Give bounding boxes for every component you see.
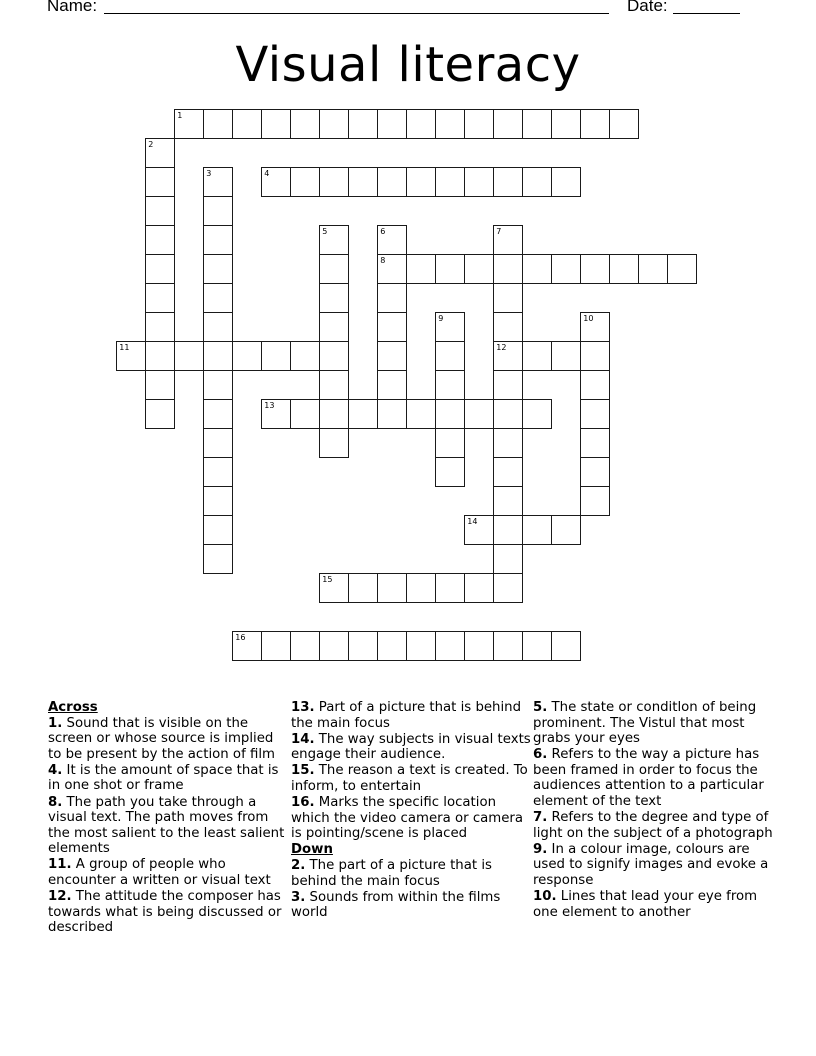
clue-number-label: 15 (322, 575, 333, 585)
crossword-cell[interactable] (319, 428, 349, 458)
crossword-cell[interactable] (145, 283, 175, 313)
crossword-cell[interactable] (522, 109, 552, 139)
crossword-cell[interactable] (145, 370, 175, 400)
crossword-cell[interactable] (522, 254, 552, 284)
crossword-cell[interactable] (464, 399, 494, 429)
crossword-cell[interactable] (493, 399, 523, 429)
crossword-cell[interactable] (580, 254, 610, 284)
crossword-cell[interactable] (522, 399, 552, 429)
crossword-cell[interactable] (261, 399, 291, 429)
crossword-cell[interactable] (493, 544, 523, 574)
crossword-cell[interactable] (406, 254, 436, 284)
clue-number: 1. (48, 715, 63, 731)
crossword-cell[interactable] (609, 109, 639, 139)
crossword-cell[interactable] (261, 109, 291, 139)
crossword-cell[interactable] (261, 631, 291, 661)
crossword-cell[interactable] (522, 341, 552, 371)
clue-number: 2. (291, 857, 306, 873)
crossword-cell[interactable] (493, 225, 523, 255)
crossword-cell[interactable] (493, 283, 523, 313)
crossword-cell[interactable] (406, 109, 436, 139)
clues-column-3 (533, 700, 773, 921)
crossword-cell[interactable] (493, 428, 523, 458)
crossword-cell[interactable] (203, 312, 233, 342)
crossword-cell[interactable] (406, 167, 436, 197)
crossword-cell[interactable] (290, 631, 320, 661)
name-label: Name: (47, 0, 98, 15)
crossword-cell[interactable] (348, 573, 378, 603)
clue-number: 9. (533, 841, 548, 857)
page-title: Visual literacy (235, 37, 581, 93)
clues-column-2 (291, 700, 531, 921)
crossword-cell[interactable] (319, 370, 349, 400)
clue-across-14 (291, 732, 531, 763)
crossword-cell[interactable] (203, 486, 233, 516)
clue-across-4 (48, 763, 288, 794)
crossword-cell[interactable] (145, 341, 175, 371)
clue-number: 10. (533, 889, 557, 905)
crossword-cell[interactable] (377, 167, 407, 197)
crossword-cell[interactable] (203, 457, 233, 487)
clue-number: 16. (291, 795, 315, 811)
crossword-cell[interactable] (203, 544, 233, 574)
across-heading: Across (48, 700, 98, 715)
clue-across-12 (48, 889, 288, 936)
crossword-cell[interactable] (493, 573, 523, 603)
clue-number-label: 9 (438, 314, 444, 324)
crossword-cell[interactable] (377, 370, 407, 400)
crossword-cell[interactable] (319, 399, 349, 429)
clue-number-label: 8 (380, 256, 386, 266)
crossword-cell[interactable] (116, 341, 146, 371)
clue-down-9 (533, 842, 773, 889)
clue-number: 3. (291, 889, 306, 905)
crossword-cell[interactable] (551, 515, 581, 545)
clue-down-10 (533, 889, 773, 920)
crossword-cell[interactable] (319, 312, 349, 342)
crossword-cell[interactable] (493, 370, 523, 400)
crossword-cell[interactable] (203, 196, 233, 226)
clue-text: The state or conditlon of being prominent. The Vistul that most grabs your eyes (533, 700, 757, 747)
crossword-cell[interactable] (493, 515, 523, 545)
crossword-cell[interactable] (493, 631, 523, 661)
crossword-cell[interactable] (145, 254, 175, 284)
clue-across-8 (48, 795, 288, 857)
clue-across-13 (291, 700, 531, 731)
crossword-cell[interactable] (290, 109, 320, 139)
clue-text: The attitude the composer has towards what is being discussed or described (48, 889, 282, 936)
crossword-cell[interactable] (580, 457, 610, 487)
crossword-cell[interactable] (377, 254, 407, 284)
crossword-cell[interactable] (174, 109, 204, 139)
clue-down-5 (533, 700, 773, 747)
clue-number-label: 12 (496, 343, 507, 353)
clue-number: 13. (291, 700, 315, 715)
crossword-cell[interactable] (580, 312, 610, 342)
clue-number-label: 7 (496, 227, 502, 237)
clue-number-label: 14 (467, 517, 478, 527)
clue-number-label: 4 (264, 169, 270, 179)
clue-number: 12. (48, 889, 72, 905)
crossword-cell[interactable] (348, 399, 378, 429)
crossword-cell[interactable] (290, 341, 320, 371)
crossword-cell[interactable] (464, 167, 494, 197)
crossword-cell[interactable] (145, 138, 175, 168)
crossword-cell[interactable] (203, 515, 233, 545)
crossword-cell[interactable] (174, 341, 204, 371)
crossword-cell[interactable] (203, 109, 233, 139)
clue-text: Sound that is visible on the screen or whose source is implied to be present by the action of film (48, 715, 276, 762)
crossword-cell[interactable] (406, 399, 436, 429)
crossword-cell[interactable] (203, 370, 233, 400)
crossword-cell[interactable] (377, 341, 407, 371)
clue-number: 5. (533, 700, 548, 715)
crossword-cell[interactable] (522, 167, 552, 197)
crossword-cell[interactable] (203, 428, 233, 458)
clue-number: 4. (48, 762, 63, 778)
crossword-cell[interactable] (319, 283, 349, 313)
crossword-cell[interactable] (638, 254, 668, 284)
crossword-cell[interactable] (580, 486, 610, 516)
crossword-cell[interactable] (203, 167, 233, 197)
crossword-cell[interactable] (580, 109, 610, 139)
crossword-cell[interactable] (203, 254, 233, 284)
crossword-cell[interactable] (435, 167, 465, 197)
crossword-cell[interactable] (232, 341, 262, 371)
crossword-cell[interactable] (319, 109, 349, 139)
clue-across-11 (48, 857, 288, 888)
crossword-cell[interactable] (377, 109, 407, 139)
crossword-cell[interactable] (493, 167, 523, 197)
crossword-cell[interactable] (667, 254, 697, 284)
clue-down-7 (533, 810, 773, 841)
crossword-cell[interactable] (551, 167, 581, 197)
crossword-cell[interactable] (435, 399, 465, 429)
clue-number-label: 3 (206, 169, 212, 179)
clue-across-1 (48, 716, 288, 763)
clue-text: Part of a picture that is behind the main focus (291, 700, 522, 731)
crossword-cell[interactable] (609, 254, 639, 284)
clue-number: 6. (533, 747, 548, 763)
crossword-cell[interactable] (406, 631, 436, 661)
crossword-cell[interactable] (290, 167, 320, 197)
crossword-cell[interactable] (319, 225, 349, 255)
crossword-cell[interactable] (435, 370, 465, 400)
crossword-cell[interactable] (493, 457, 523, 487)
crossword-cell[interactable] (551, 341, 581, 371)
crossword-cell[interactable] (551, 109, 581, 139)
crossword-cell[interactable] (580, 370, 610, 400)
crossword-cell[interactable] (232, 631, 262, 661)
crossword-cell[interactable] (377, 631, 407, 661)
crossword-cell[interactable] (493, 254, 523, 284)
crossword-cell[interactable] (261, 167, 291, 197)
clue-number-label: 2 (148, 140, 154, 150)
crossword-cell[interactable] (377, 399, 407, 429)
clue-text: A group of people who encounter a written or visual text (48, 857, 271, 889)
clue-number-label: 13 (264, 401, 275, 411)
clue-text: In a colour image, colours are used to signify images and evoke a response (533, 841, 769, 889)
crossword-cell[interactable] (203, 225, 233, 255)
clue-down-6 (533, 747, 773, 809)
crossword-cell[interactable] (290, 399, 320, 429)
crossword-cell[interactable] (522, 631, 552, 661)
crossword-cell[interactable] (348, 631, 378, 661)
crossword-cell[interactable] (145, 167, 175, 197)
clue-number: 14. (291, 731, 315, 747)
crossword-cell[interactable] (435, 573, 465, 603)
clue-text: The part of a picture that is behind the main focus (291, 857, 492, 889)
clue-number-label: 16 (235, 633, 246, 643)
crossword-cell[interactable] (551, 254, 581, 284)
crossword-cell[interactable] (464, 515, 494, 545)
crossword-cell[interactable] (145, 196, 175, 226)
crossword-cell[interactable] (493, 312, 523, 342)
crossword-cell[interactable] (435, 254, 465, 284)
crossword-cell[interactable] (203, 399, 233, 429)
crossword-cell[interactable] (203, 283, 233, 313)
clue-number-label: 6 (380, 227, 386, 237)
crossword-cell[interactable] (464, 254, 494, 284)
clue-across-16 (291, 795, 531, 842)
clue-number: 7. (533, 810, 548, 826)
crossword-cell[interactable] (406, 573, 436, 603)
clue-number-label: 1 (177, 111, 183, 121)
crossword-cell[interactable] (145, 399, 175, 429)
crossword-cell[interactable] (435, 457, 465, 487)
crossword-cell[interactable] (377, 312, 407, 342)
clue-text: Refers to the way a picture has been framed in order to focus the audiences attention to a particular element of the text (533, 747, 764, 810)
crossword-cell[interactable] (522, 515, 552, 545)
crossword-cell[interactable] (319, 167, 349, 197)
crossword-cell[interactable] (145, 225, 175, 255)
clue-text: Marks the specific location which the video camera or camera is pointing/scene is placed (291, 795, 524, 842)
clue-text: The way subjects in visual texts engage their audience. (291, 731, 531, 763)
crossword-cell[interactable] (580, 428, 610, 458)
crossword-cell[interactable] (464, 573, 494, 603)
clue-text: Refers to the degree and type of light on the subject of a photograph (533, 810, 773, 841)
clue-text: Sounds from within the films world (291, 889, 501, 921)
crossword-cell[interactable] (435, 631, 465, 661)
crossword-cell[interactable] (435, 428, 465, 458)
date-label: Date: (627, 0, 668, 15)
crossword-cell[interactable] (435, 312, 465, 342)
crossword-cell[interactable] (319, 254, 349, 284)
clue-number-label: 10 (583, 314, 594, 324)
crossword-cell[interactable] (580, 399, 610, 429)
clue-number: 11. (48, 857, 72, 873)
crossword-cell[interactable] (377, 225, 407, 255)
clue-number-label: 5 (322, 227, 328, 237)
down-heading: Down (291, 842, 333, 858)
clue-number: 8. (48, 794, 63, 810)
crossword-cell[interactable] (493, 341, 523, 371)
crossword-cell[interactable] (319, 341, 349, 371)
clue-text: It is the amount of space that is in one shot or frame (48, 762, 279, 794)
clue-across-15 (291, 763, 531, 794)
crossword-cell[interactable] (348, 109, 378, 139)
crossword-cell[interactable] (319, 573, 349, 603)
clue-text: The reason a text is created. To inform, to entertain (291, 763, 528, 794)
clue-text: The path you take through a visual text. The path moves from the most salient to the least salient elements (48, 794, 285, 857)
clue-down-2 (291, 858, 531, 889)
clue-number-label: 11 (119, 343, 130, 353)
crossword-cell[interactable] (464, 631, 494, 661)
crossword-cell[interactable] (377, 283, 407, 313)
crossword-cell[interactable] (493, 109, 523, 139)
clue-down-3 (291, 890, 531, 921)
clue-text: Lines that lead your eye from one element to another (533, 889, 758, 920)
crossword-cell[interactable] (493, 486, 523, 516)
crossword-cell[interactable] (435, 109, 465, 139)
crossword-cell[interactable] (145, 312, 175, 342)
crossword-cell[interactable] (319, 631, 349, 661)
crossword-cell[interactable] (435, 341, 465, 371)
crossword-cell[interactable] (203, 341, 233, 371)
crossword-cell[interactable] (551, 631, 581, 661)
crossword-cell[interactable] (232, 109, 262, 139)
clues-column-1 (48, 700, 288, 936)
clue-number: 15. (291, 763, 315, 779)
crossword-cell[interactable] (580, 341, 610, 371)
crossword-cell[interactable] (377, 573, 407, 603)
crossword-cell[interactable] (348, 167, 378, 197)
crossword-cell[interactable] (464, 109, 494, 139)
crossword-cell[interactable] (261, 341, 291, 371)
